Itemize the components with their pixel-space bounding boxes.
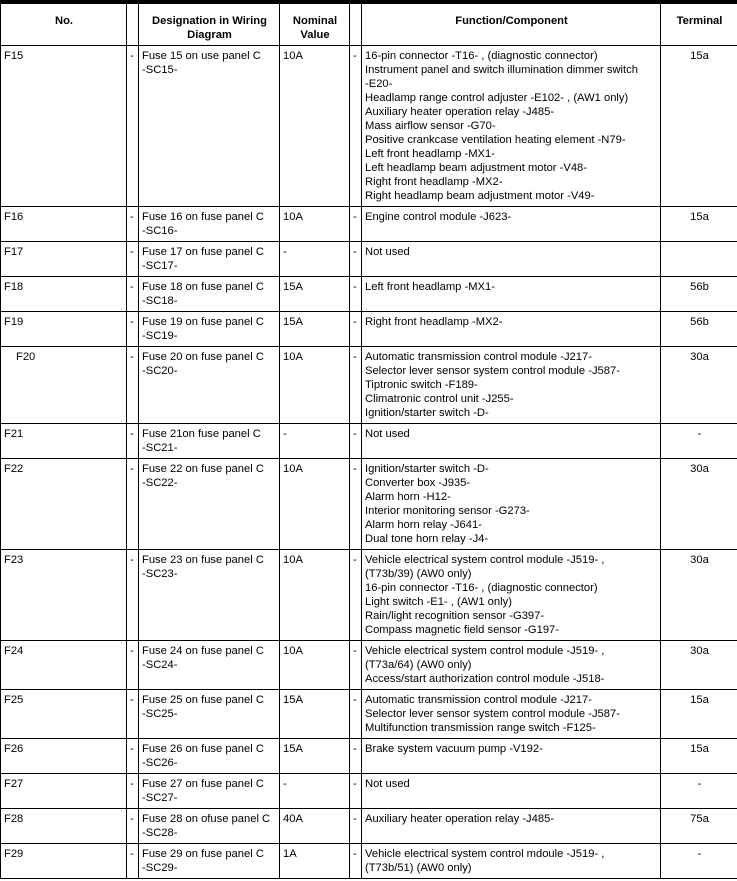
terminal-cell-text: - bbox=[697, 778, 702, 790]
dash-cell bbox=[127, 46, 139, 207]
fuse-number bbox=[1, 347, 127, 424]
header-no: No. bbox=[1, 4, 127, 46]
function-line: (T73a/64) (AW0 only) bbox=[365, 659, 472, 671]
dash-cell-text: - bbox=[353, 428, 357, 440]
fuse-number-text: F26 bbox=[4, 743, 24, 755]
nominal-value-text: 15A bbox=[283, 281, 303, 293]
table-row bbox=[1, 739, 737, 774]
terminal-cell-text: 30a bbox=[690, 645, 709, 657]
terminal-cell bbox=[661, 641, 737, 690]
fuse-number bbox=[1, 690, 127, 739]
dash-cell-text: - bbox=[130, 281, 134, 293]
function-line: Vehicle electrical system control module -J519- , bbox=[365, 554, 605, 566]
designation-line: -SC22- bbox=[142, 477, 178, 489]
nominal-value bbox=[280, 207, 350, 242]
function-cell bbox=[362, 312, 661, 347]
function-cell bbox=[362, 242, 661, 277]
dash-cell-text: - bbox=[353, 743, 357, 755]
table-row bbox=[1, 424, 737, 459]
terminal-cell bbox=[661, 690, 737, 739]
designation-line: -SC28- bbox=[142, 827, 178, 839]
dash-cell-text: - bbox=[353, 645, 357, 657]
dash-cell-text: - bbox=[353, 50, 357, 62]
fuse-number bbox=[1, 550, 127, 641]
terminal-cell-text: 15a bbox=[690, 694, 709, 706]
dash-cell bbox=[350, 739, 362, 774]
table-row bbox=[1, 277, 737, 312]
function-cell bbox=[362, 459, 661, 550]
terminal-cell-text: 15a bbox=[690, 50, 709, 62]
designation-line: -SC20- bbox=[142, 365, 178, 377]
dash-cell-text: - bbox=[353, 246, 357, 258]
fuse-number-text: F28 bbox=[4, 813, 24, 825]
dash-cell bbox=[350, 641, 362, 690]
dash-cell-text: - bbox=[130, 848, 134, 860]
table-row bbox=[1, 242, 737, 277]
table-row bbox=[1, 690, 737, 739]
terminal-cell bbox=[661, 312, 737, 347]
fuse-number bbox=[1, 739, 127, 774]
function-line: 16-pin connector -T16- , (diagnostic connector) bbox=[365, 582, 598, 594]
dash-cell bbox=[350, 809, 362, 844]
nominal-value-text: - bbox=[283, 778, 287, 790]
nominal-value bbox=[280, 690, 350, 739]
designation-cell bbox=[139, 641, 280, 690]
terminal-cell bbox=[661, 739, 737, 774]
dash-cell bbox=[350, 207, 362, 242]
function-line: Vehicle electrical system control module -J519- , bbox=[365, 645, 605, 657]
nominal-value-text: 10A bbox=[283, 211, 303, 223]
fuse-number-text: F29 bbox=[4, 848, 24, 860]
designation-cell bbox=[139, 207, 280, 242]
table-row bbox=[1, 312, 737, 347]
terminal-cell bbox=[661, 844, 737, 879]
function-cell bbox=[362, 277, 661, 312]
dash-cell-text: - bbox=[130, 813, 134, 825]
function-line: Alarm horn relay -J641- bbox=[365, 519, 482, 531]
table-row bbox=[1, 347, 737, 424]
fuse-number-text: F17 bbox=[4, 246, 24, 258]
dash-cell-text: - bbox=[353, 778, 357, 790]
designation-line: -SC25- bbox=[142, 708, 178, 720]
table-row bbox=[1, 46, 737, 207]
dash-cell-text: - bbox=[130, 778, 134, 790]
dash-cell-text: - bbox=[353, 316, 357, 328]
dash-cell bbox=[350, 774, 362, 809]
function-line: (T73b/39) (AW0 only) bbox=[365, 568, 472, 580]
terminal-cell bbox=[661, 46, 737, 207]
terminal-cell-text: 15a bbox=[690, 211, 709, 223]
header-function: Function/Component bbox=[362, 4, 661, 46]
fuse-number bbox=[1, 242, 127, 277]
function-line: Dual tone horn relay -J4- bbox=[365, 533, 489, 545]
terminal-cell-text: 15a bbox=[690, 743, 709, 755]
fuse-number bbox=[1, 459, 127, 550]
terminal-cell bbox=[661, 207, 737, 242]
function-line: Engine control module -J623- bbox=[365, 211, 512, 223]
function-line: Selector lever sensor system control module -J587- bbox=[365, 708, 620, 720]
designation-cell bbox=[139, 774, 280, 809]
terminal-cell bbox=[661, 277, 737, 312]
fuse-number bbox=[1, 809, 127, 844]
dash-cell-text: - bbox=[353, 351, 357, 363]
table-row bbox=[1, 550, 737, 641]
designation-line: -SC29- bbox=[142, 862, 178, 874]
fuse-number bbox=[1, 207, 127, 242]
designation-line: Fuse 16 on fuse panel C bbox=[142, 211, 264, 223]
nominal-value bbox=[280, 312, 350, 347]
terminal-cell-text: 56b bbox=[690, 281, 709, 293]
designation-line: -SC27- bbox=[142, 792, 178, 804]
designation-line: Fuse 27 on fuse panel C bbox=[142, 778, 264, 790]
nominal-value-text: 10A bbox=[283, 351, 303, 363]
designation-cell bbox=[139, 312, 280, 347]
nominal-value-text: 10A bbox=[283, 463, 303, 475]
designation-line: Fuse 20 on fuse panel C bbox=[142, 351, 264, 363]
fuse-table bbox=[0, 3, 737, 879]
function-cell bbox=[362, 809, 661, 844]
fuse-number-text: F15 bbox=[4, 50, 24, 62]
function-cell bbox=[362, 550, 661, 641]
designation-line: Fuse 21on fuse panel C bbox=[142, 428, 261, 440]
designation-line: Fuse 23 on fuse panel C bbox=[142, 554, 264, 566]
dash-cell bbox=[127, 207, 139, 242]
function-cell bbox=[362, 844, 661, 879]
function-cell bbox=[362, 424, 661, 459]
dash-cell-text: - bbox=[130, 316, 134, 328]
nominal-value bbox=[280, 277, 350, 312]
designation-cell bbox=[139, 242, 280, 277]
function-cell bbox=[362, 739, 661, 774]
nominal-value-text: 15A bbox=[283, 743, 303, 755]
dash-cell bbox=[350, 690, 362, 739]
function-line: Left headlamp beam adjustment motor -V48- bbox=[365, 162, 588, 174]
dash-cell-text: - bbox=[353, 463, 357, 475]
function-line: Selector lever sensor system control module -J587- bbox=[365, 365, 620, 377]
nominal-value-text: 15A bbox=[283, 316, 303, 328]
nominal-value bbox=[280, 347, 350, 424]
fuse-number-text: F19 bbox=[4, 316, 24, 328]
fuse-number bbox=[1, 277, 127, 312]
designation-line: Fuse 18 on fuse panel C bbox=[142, 281, 264, 293]
designation-line: Fuse 28 on ofuse panel C bbox=[142, 813, 271, 825]
dash-cell bbox=[127, 312, 139, 347]
function-cell bbox=[362, 347, 661, 424]
designation-cell bbox=[139, 739, 280, 774]
function-line: Rain/light recognition sensor -G397- bbox=[365, 610, 545, 622]
function-line: Left front headlamp -MX1- bbox=[365, 148, 495, 160]
nominal-value bbox=[280, 809, 350, 844]
designation-cell bbox=[139, 46, 280, 207]
function-cell bbox=[362, 46, 661, 207]
designation-cell bbox=[139, 809, 280, 844]
dash-cell bbox=[350, 550, 362, 641]
designation-line: -SC21- bbox=[142, 442, 178, 454]
terminal-cell-text: - bbox=[697, 428, 702, 440]
function-line: Auxiliary heater operation relay -J485- bbox=[365, 813, 555, 825]
fuse-number bbox=[1, 844, 127, 879]
terminal-cell bbox=[661, 459, 737, 550]
dash-cell bbox=[127, 844, 139, 879]
function-line: 16-pin connector -T16- , (diagnostic connector) bbox=[365, 50, 598, 62]
terminal-cell-text: 30a bbox=[690, 463, 709, 475]
table-row bbox=[1, 809, 737, 844]
nominal-value-text: - bbox=[283, 428, 287, 440]
nominal-value bbox=[280, 242, 350, 277]
terminal-cell-text: 30a bbox=[690, 351, 709, 363]
terminal-cell bbox=[661, 550, 737, 641]
designation-line: Fuse 26 on fuse panel C bbox=[142, 743, 264, 755]
header-nominal-value: Nominal Value bbox=[280, 4, 350, 46]
designation-line: -SC15- bbox=[142, 64, 178, 76]
dash-cell bbox=[350, 277, 362, 312]
function-line: -E20- bbox=[365, 78, 393, 90]
dash-cell-text: - bbox=[130, 694, 134, 706]
designation-cell bbox=[139, 550, 280, 641]
designation-line: -SC18- bbox=[142, 295, 178, 307]
function-cell bbox=[362, 641, 661, 690]
terminal-cell bbox=[661, 347, 737, 424]
nominal-value-text: 10A bbox=[283, 50, 303, 62]
terminal-cell-text: 56b bbox=[690, 316, 709, 328]
dash-cell-text: - bbox=[130, 463, 134, 475]
dash-cell bbox=[350, 312, 362, 347]
designation-line: -SC23- bbox=[142, 568, 178, 580]
nominal-value bbox=[280, 844, 350, 879]
function-line: Tiptronic switch -F189- bbox=[365, 379, 478, 391]
nominal-value bbox=[280, 459, 350, 550]
header-dash-2 bbox=[350, 4, 362, 46]
terminal-cell bbox=[661, 809, 737, 844]
dash-cell bbox=[350, 46, 362, 207]
dash-cell-text: - bbox=[353, 813, 357, 825]
designation-line: Fuse 15 on use panel C bbox=[142, 50, 261, 62]
function-line: Ignition/starter switch -D- bbox=[365, 407, 489, 419]
fuse-number-text: F21 bbox=[4, 428, 24, 440]
fuse-number bbox=[1, 641, 127, 690]
nominal-value-text: 40A bbox=[283, 813, 303, 825]
designation-cell bbox=[139, 844, 280, 879]
nominal-value-text: 10A bbox=[283, 645, 303, 657]
function-line: Automatic transmission control module -J217- bbox=[365, 694, 592, 706]
function-line: Headlamp range control adjuster -E102- , (AW1 only) bbox=[365, 92, 629, 104]
fuse-number-text: F18 bbox=[4, 281, 24, 293]
function-line: Right front headlamp -MX2- bbox=[365, 176, 503, 188]
dash-cell bbox=[350, 242, 362, 277]
dash-cell-text: - bbox=[353, 694, 357, 706]
function-line: Right front headlamp -MX2- bbox=[365, 316, 503, 328]
function-line: Left front headlamp -MX1- bbox=[365, 281, 495, 293]
nominal-value-text: 15A bbox=[283, 694, 303, 706]
designation-line: Fuse 17 on fuse panel C bbox=[142, 246, 264, 258]
fuse-number-text: F27 bbox=[4, 778, 24, 790]
designation-cell bbox=[139, 690, 280, 739]
dash-cell-text: - bbox=[353, 281, 357, 293]
designation-cell bbox=[139, 459, 280, 550]
fuse-number-text: F24 bbox=[4, 645, 24, 657]
function-line: Brake system vacuum pump -V192- bbox=[365, 743, 543, 755]
designation-line: -SC26- bbox=[142, 757, 178, 769]
table-row bbox=[1, 207, 737, 242]
table-row bbox=[1, 844, 737, 879]
dash-cell-text: - bbox=[130, 246, 134, 258]
fuse-number-text: F25 bbox=[4, 694, 24, 706]
dash-cell bbox=[127, 424, 139, 459]
function-line: Not used bbox=[365, 246, 410, 258]
fuse-number-text: F22 bbox=[4, 463, 24, 475]
nominal-value bbox=[280, 641, 350, 690]
nominal-value bbox=[280, 739, 350, 774]
dash-cell-text: - bbox=[130, 428, 134, 440]
dash-cell bbox=[127, 550, 139, 641]
header-designation: Designation in Wiring Diagram bbox=[139, 4, 280, 46]
dash-cell bbox=[127, 459, 139, 550]
designation-cell bbox=[139, 277, 280, 312]
nominal-value-text: - bbox=[283, 246, 287, 258]
dash-cell-text: - bbox=[353, 848, 357, 860]
terminal-cell bbox=[661, 774, 737, 809]
function-line: Vehicle electrical system control mdoule -J519- , bbox=[365, 848, 605, 860]
function-line: Access/start authorization control module -J518- bbox=[365, 673, 605, 685]
table-row bbox=[1, 459, 737, 550]
designation-line: -SC19- bbox=[142, 330, 178, 342]
function-line: Not used bbox=[365, 428, 410, 440]
terminal-cell bbox=[661, 242, 737, 277]
fuse-number bbox=[1, 46, 127, 207]
function-line: Right headlamp beam adjustment motor -V49- bbox=[365, 190, 595, 202]
dash-cell bbox=[127, 641, 139, 690]
dash-cell-text: - bbox=[130, 554, 134, 566]
function-line: (T73b/51) (AW0 only) bbox=[365, 862, 472, 874]
function-cell bbox=[362, 690, 661, 739]
dash-cell bbox=[127, 277, 139, 312]
table-row bbox=[1, 641, 737, 690]
dash-cell-text: - bbox=[130, 211, 134, 223]
nominal-value bbox=[280, 46, 350, 207]
designation-line: -SC24- bbox=[142, 659, 178, 671]
nominal-value-text: 10A bbox=[283, 554, 303, 566]
function-line: Automatic transmission control module -J217- bbox=[365, 351, 592, 363]
terminal-cell bbox=[661, 424, 737, 459]
dash-cell bbox=[350, 424, 362, 459]
function-line: Alarm horn -H12- bbox=[365, 491, 451, 503]
dash-cell bbox=[127, 809, 139, 844]
fuse-number bbox=[1, 424, 127, 459]
dash-cell-text: - bbox=[130, 50, 134, 62]
designation-line: Fuse 29 on fuse panel C bbox=[142, 848, 264, 860]
dash-cell-text: - bbox=[353, 554, 357, 566]
function-line: Auxiliary heater operation relay -J485- bbox=[365, 106, 555, 118]
function-line: Climatronic control unit -J255- bbox=[365, 393, 514, 405]
function-line: Not used bbox=[365, 778, 410, 790]
dash-cell bbox=[127, 774, 139, 809]
fuse-number bbox=[1, 774, 127, 809]
terminal-cell-text: 30a bbox=[690, 554, 709, 566]
designation-line: -SC16- bbox=[142, 225, 178, 237]
dash-cell-text: - bbox=[130, 351, 134, 363]
function-line: Compass magnetic field sensor -G197- bbox=[365, 624, 560, 636]
fuse-number bbox=[1, 312, 127, 347]
dash-cell bbox=[127, 242, 139, 277]
function-line: Multifunction transmission range switch -F125- bbox=[365, 722, 596, 734]
function-line: Instrument panel and switch illumination dimmer switch bbox=[365, 64, 638, 76]
dash-cell bbox=[350, 347, 362, 424]
dash-cell bbox=[350, 459, 362, 550]
fuse-number-text: F23 bbox=[4, 554, 24, 566]
dash-cell-text: - bbox=[353, 211, 357, 223]
dash-cell-text: - bbox=[130, 743, 134, 755]
header-row bbox=[1, 4, 737, 46]
terminal-cell-text: - bbox=[697, 848, 702, 860]
designation-cell bbox=[139, 347, 280, 424]
function-line: Ignition/starter switch -D- bbox=[365, 463, 489, 475]
function-line: Mass airflow sensor -G70- bbox=[365, 120, 496, 132]
dash-cell bbox=[127, 739, 139, 774]
nominal-value bbox=[280, 774, 350, 809]
designation-line: Fuse 22 on fuse panel C bbox=[142, 463, 264, 475]
function-cell bbox=[362, 207, 661, 242]
nominal-value bbox=[280, 424, 350, 459]
header-terminal: Terminal bbox=[661, 4, 737, 46]
function-line: Positive crankcase ventilation heating element -N79- bbox=[365, 134, 626, 146]
dash-cell bbox=[127, 347, 139, 424]
nominal-value bbox=[280, 550, 350, 641]
designation-line: -SC17- bbox=[142, 260, 178, 272]
function-line: Converter box -J935- bbox=[365, 477, 471, 489]
nominal-value-text: 1A bbox=[283, 848, 297, 860]
function-line: Interior monitoring sensor -G273- bbox=[365, 505, 530, 517]
terminal-cell-text: 75a bbox=[690, 813, 709, 825]
function-cell bbox=[362, 774, 661, 809]
fuse-number-text: F20 bbox=[16, 351, 36, 363]
designation-line: Fuse 24 on fuse panel C bbox=[142, 645, 264, 657]
fuse-number-text: F16 bbox=[4, 211, 24, 223]
dash-cell bbox=[350, 844, 362, 879]
function-line: Light switch -E1- , (AW1 only) bbox=[365, 596, 512, 608]
designation-cell bbox=[139, 424, 280, 459]
designation-line: Fuse 19 on fuse panel C bbox=[142, 316, 264, 328]
dash-cell-text: - bbox=[130, 645, 134, 657]
designation-line: Fuse 25 on fuse panel C bbox=[142, 694, 264, 706]
header-dash bbox=[127, 4, 139, 46]
dash-cell bbox=[127, 690, 139, 739]
table-row bbox=[1, 774, 737, 809]
